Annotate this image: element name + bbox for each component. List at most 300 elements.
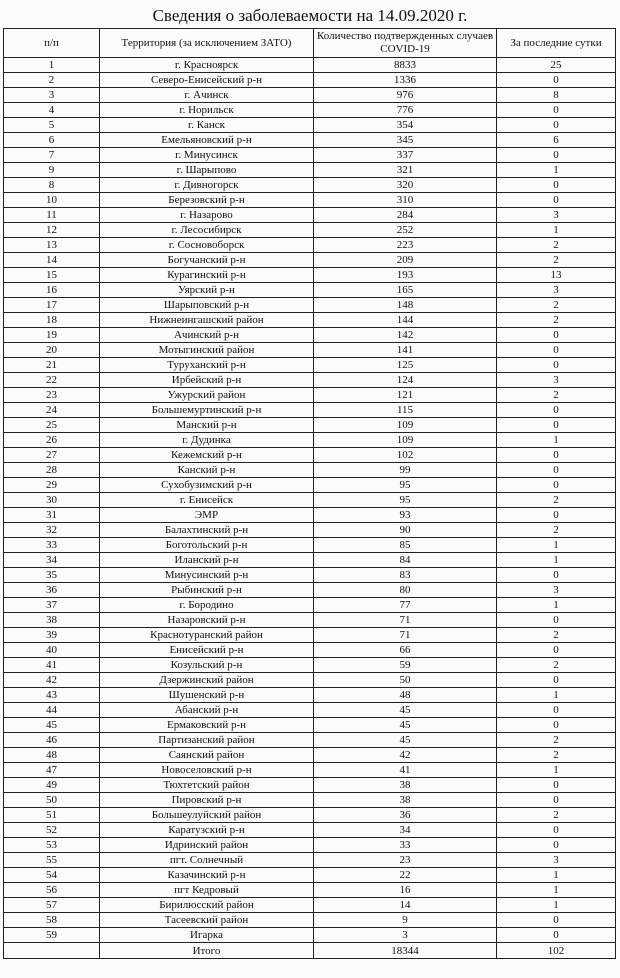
confirmed-cases: 95 bbox=[314, 478, 497, 493]
table-row bbox=[4, 898, 616, 913]
page-title: Сведения о заболеваемости на 14.09.2020 г. bbox=[152, 6, 468, 25]
last-day-cases: 1 bbox=[497, 688, 616, 703]
last-day-cases: 2 bbox=[497, 658, 616, 673]
total-label: Итого bbox=[100, 943, 314, 959]
confirmed-cases: 193 bbox=[314, 268, 497, 283]
row-number: 37 bbox=[4, 598, 100, 613]
territory-name: Тюхтетский район bbox=[100, 778, 314, 793]
header-number: п/п bbox=[4, 29, 100, 58]
confirmed-cases: 284 bbox=[314, 208, 497, 223]
table-row bbox=[4, 118, 616, 133]
table-row bbox=[4, 553, 616, 568]
last-day-cases: 2 bbox=[497, 388, 616, 403]
table-row bbox=[4, 208, 616, 223]
table-row bbox=[4, 778, 616, 793]
territory-name: пгт Кедровый bbox=[100, 883, 314, 898]
row-number: 3 bbox=[4, 88, 100, 103]
territory-name: Березовский р-н bbox=[100, 193, 314, 208]
row-number: 21 bbox=[4, 358, 100, 373]
row-number: 45 bbox=[4, 718, 100, 733]
row-number: 10 bbox=[4, 193, 100, 208]
table-row bbox=[4, 433, 616, 448]
territory-name: Ермаковский р-н bbox=[100, 718, 314, 733]
confirmed-cases: 310 bbox=[314, 193, 497, 208]
row-number: 41 bbox=[4, 658, 100, 673]
table-row bbox=[4, 688, 616, 703]
row-number: 29 bbox=[4, 478, 100, 493]
row-number: 16 bbox=[4, 283, 100, 298]
confirmed-cases: 99 bbox=[314, 463, 497, 478]
confirmed-cases: 3 bbox=[314, 928, 497, 943]
confirmed-cases: 45 bbox=[314, 718, 497, 733]
confirmed-cases: 66 bbox=[314, 643, 497, 658]
total-cases: 18344 bbox=[314, 943, 497, 959]
confirmed-cases: 141 bbox=[314, 343, 497, 358]
row-number: 34 bbox=[4, 553, 100, 568]
row-number: 12 bbox=[4, 223, 100, 238]
territory-name: Балахтинский р-н bbox=[100, 523, 314, 538]
last-day-cases: 3 bbox=[497, 283, 616, 298]
territory-name: Дзержинский район bbox=[100, 673, 314, 688]
territory-name: г. Сосновоборск bbox=[100, 238, 314, 253]
confirmed-cases: 165 bbox=[314, 283, 497, 298]
territory-name: Ужурский район bbox=[100, 388, 314, 403]
row-number: 5 bbox=[4, 118, 100, 133]
confirmed-cases: 16 bbox=[314, 883, 497, 898]
territory-name: Северо-Енисейский р-н bbox=[100, 73, 314, 88]
row-number: 53 bbox=[4, 838, 100, 853]
table-body bbox=[4, 58, 616, 943]
row-number: 20 bbox=[4, 343, 100, 358]
table-row bbox=[4, 178, 616, 193]
table-row bbox=[4, 568, 616, 583]
territory-name: Мотыгинский район bbox=[100, 343, 314, 358]
last-day-cases: 3 bbox=[497, 583, 616, 598]
row-number: 36 bbox=[4, 583, 100, 598]
table-row bbox=[4, 148, 616, 163]
table-row bbox=[4, 883, 616, 898]
territory-name: г. Бородино bbox=[100, 598, 314, 613]
table-row bbox=[4, 223, 616, 238]
last-day-cases: 1 bbox=[497, 163, 616, 178]
confirmed-cases: 36 bbox=[314, 808, 497, 823]
table-row bbox=[4, 298, 616, 313]
confirmed-cases: 776 bbox=[314, 103, 497, 118]
confirmed-cases: 34 bbox=[314, 823, 497, 838]
confirmed-cases: 41 bbox=[314, 763, 497, 778]
total-last-day: 102 bbox=[497, 943, 616, 959]
confirmed-cases: 354 bbox=[314, 118, 497, 133]
table-row bbox=[4, 103, 616, 118]
table-row bbox=[4, 448, 616, 463]
last-day-cases: 0 bbox=[497, 418, 616, 433]
last-day-cases: 8 bbox=[497, 88, 616, 103]
last-day-cases: 2 bbox=[497, 253, 616, 268]
territory-name: Большеулуйский район bbox=[100, 808, 314, 823]
row-number: 54 bbox=[4, 868, 100, 883]
last-day-cases: 0 bbox=[497, 928, 616, 943]
row-number: 42 bbox=[4, 673, 100, 688]
confirmed-cases: 23 bbox=[314, 853, 497, 868]
confirmed-cases: 1336 bbox=[314, 73, 497, 88]
last-day-cases: 0 bbox=[497, 823, 616, 838]
table-row bbox=[4, 268, 616, 283]
last-day-cases: 0 bbox=[497, 568, 616, 583]
territory-name: Уярский р-н bbox=[100, 283, 314, 298]
table-row bbox=[4, 313, 616, 328]
confirmed-cases: 93 bbox=[314, 508, 497, 523]
table-row bbox=[4, 328, 616, 343]
row-number: 33 bbox=[4, 538, 100, 553]
territory-name: г. Дудинка bbox=[100, 433, 314, 448]
last-day-cases: 0 bbox=[497, 448, 616, 463]
last-day-cases: 0 bbox=[497, 838, 616, 853]
confirmed-cases: 8833 bbox=[314, 58, 497, 73]
table-row bbox=[4, 478, 616, 493]
table-row bbox=[4, 718, 616, 733]
row-number: 7 bbox=[4, 148, 100, 163]
table-row bbox=[4, 523, 616, 538]
table-row bbox=[4, 403, 616, 418]
confirmed-cases: 38 bbox=[314, 793, 497, 808]
territory-name: Шарыповский р-н bbox=[100, 298, 314, 313]
confirmed-cases: 45 bbox=[314, 733, 497, 748]
table-row bbox=[4, 163, 616, 178]
last-day-cases: 0 bbox=[497, 103, 616, 118]
header-territory: Территория (за исключением ЗАТО) bbox=[100, 29, 314, 58]
last-day-cases: 25 bbox=[497, 58, 616, 73]
confirmed-cases: 59 bbox=[314, 658, 497, 673]
confirmed-cases: 345 bbox=[314, 133, 497, 148]
last-day-cases: 3 bbox=[497, 373, 616, 388]
confirmed-cases: 321 bbox=[314, 163, 497, 178]
territory-name: Ачинский р-н bbox=[100, 328, 314, 343]
table-row bbox=[4, 808, 616, 823]
table-row bbox=[4, 613, 616, 628]
table-row bbox=[4, 358, 616, 373]
row-number: 38 bbox=[4, 613, 100, 628]
confirmed-cases: 124 bbox=[314, 373, 497, 388]
territory-name: Козульский р-н bbox=[100, 658, 314, 673]
last-day-cases: 1 bbox=[497, 553, 616, 568]
territory-name: Боготольский р-н bbox=[100, 538, 314, 553]
row-number: 47 bbox=[4, 763, 100, 778]
table-row bbox=[4, 598, 616, 613]
last-day-cases: 0 bbox=[497, 718, 616, 733]
row-number: 19 bbox=[4, 328, 100, 343]
territory-name: Пировский р-н bbox=[100, 793, 314, 808]
last-day-cases: 2 bbox=[497, 493, 616, 508]
table-row bbox=[4, 253, 616, 268]
territory-name: г. Ачинск bbox=[100, 88, 314, 103]
table-row bbox=[4, 373, 616, 388]
row-number: 27 bbox=[4, 448, 100, 463]
confirmed-cases: 85 bbox=[314, 538, 497, 553]
table-row bbox=[4, 88, 616, 103]
row-number: 22 bbox=[4, 373, 100, 388]
last-day-cases: 1 bbox=[497, 598, 616, 613]
territory-name: Иланский р-н bbox=[100, 553, 314, 568]
confirmed-cases: 109 bbox=[314, 418, 497, 433]
table-row bbox=[4, 913, 616, 928]
territory-name: Туруханский р-н bbox=[100, 358, 314, 373]
territory-name: Новоселовский р-н bbox=[100, 763, 314, 778]
total-row bbox=[4, 943, 616, 959]
confirmed-cases: 80 bbox=[314, 583, 497, 598]
table-row bbox=[4, 58, 616, 73]
territory-name: Идринский район bbox=[100, 838, 314, 853]
last-day-cases: 0 bbox=[497, 403, 616, 418]
last-day-cases: 0 bbox=[497, 703, 616, 718]
covid-cases-table bbox=[3, 28, 616, 959]
row-number: 4 bbox=[4, 103, 100, 118]
territory-name: Саянский район bbox=[100, 748, 314, 763]
confirmed-cases: 45 bbox=[314, 703, 497, 718]
confirmed-cases: 144 bbox=[314, 313, 497, 328]
territory-name: Рыбинский р-н bbox=[100, 583, 314, 598]
last-day-cases: 0 bbox=[497, 358, 616, 373]
table-row bbox=[4, 703, 616, 718]
territory-name: г. Дивногорск bbox=[100, 178, 314, 193]
total-number-cell bbox=[4, 943, 100, 959]
row-number: 31 bbox=[4, 508, 100, 523]
confirmed-cases: 320 bbox=[314, 178, 497, 193]
last-day-cases: 1 bbox=[497, 763, 616, 778]
territory-name: Курагинский р-н bbox=[100, 268, 314, 283]
table-row bbox=[4, 238, 616, 253]
table-row bbox=[4, 538, 616, 553]
row-number: 46 bbox=[4, 733, 100, 748]
table-row bbox=[4, 823, 616, 838]
confirmed-cases: 48 bbox=[314, 688, 497, 703]
last-day-cases: 2 bbox=[497, 238, 616, 253]
confirmed-cases: 33 bbox=[314, 838, 497, 853]
last-day-cases: 2 bbox=[497, 733, 616, 748]
row-number: 14 bbox=[4, 253, 100, 268]
territory-name: г. Шарыпово bbox=[100, 163, 314, 178]
territory-name: Шушенский р-н bbox=[100, 688, 314, 703]
row-number: 59 bbox=[4, 928, 100, 943]
row-number: 30 bbox=[4, 493, 100, 508]
confirmed-cases: 148 bbox=[314, 298, 497, 313]
territory-name: Большемуртинский р-н bbox=[100, 403, 314, 418]
confirmed-cases: 9 bbox=[314, 913, 497, 928]
table-row bbox=[4, 193, 616, 208]
table-row bbox=[4, 133, 616, 148]
confirmed-cases: 125 bbox=[314, 358, 497, 373]
last-day-cases: 0 bbox=[497, 463, 616, 478]
last-day-cases: 2 bbox=[497, 808, 616, 823]
row-number: 26 bbox=[4, 433, 100, 448]
last-day-cases: 0 bbox=[497, 508, 616, 523]
territory-name: Партизанский район bbox=[100, 733, 314, 748]
territory-name: Нижнеингашский район bbox=[100, 313, 314, 328]
territory-name: Богучанский р-н bbox=[100, 253, 314, 268]
last-day-cases: 1 bbox=[497, 898, 616, 913]
row-number: 48 bbox=[4, 748, 100, 763]
row-number: 11 bbox=[4, 208, 100, 223]
table-row bbox=[4, 343, 616, 358]
row-number: 8 bbox=[4, 178, 100, 193]
table-row bbox=[4, 763, 616, 778]
last-day-cases: 0 bbox=[497, 613, 616, 628]
territory-name: г. Красноярск bbox=[100, 58, 314, 73]
row-number: 1 bbox=[4, 58, 100, 73]
confirmed-cases: 109 bbox=[314, 433, 497, 448]
table-row bbox=[4, 658, 616, 673]
territory-name: ЭМР bbox=[100, 508, 314, 523]
row-number: 15 bbox=[4, 268, 100, 283]
row-number: 57 bbox=[4, 898, 100, 913]
table-row bbox=[4, 628, 616, 643]
confirmed-cases: 42 bbox=[314, 748, 497, 763]
confirmed-cases: 84 bbox=[314, 553, 497, 568]
confirmed-cases: 83 bbox=[314, 568, 497, 583]
table-row bbox=[4, 643, 616, 658]
table-row bbox=[4, 583, 616, 598]
row-number: 25 bbox=[4, 418, 100, 433]
last-day-cases: 1 bbox=[497, 868, 616, 883]
confirmed-cases: 115 bbox=[314, 403, 497, 418]
table-row bbox=[4, 73, 616, 88]
table-row bbox=[4, 463, 616, 478]
territory-name: Тасеевский район bbox=[100, 913, 314, 928]
last-day-cases: 0 bbox=[497, 643, 616, 658]
confirmed-cases: 121 bbox=[314, 388, 497, 403]
territory-name: Каратузский р-н bbox=[100, 823, 314, 838]
table-row bbox=[4, 838, 616, 853]
row-number: 18 bbox=[4, 313, 100, 328]
last-day-cases: 0 bbox=[497, 673, 616, 688]
territory-name: Кежемский р-н bbox=[100, 448, 314, 463]
last-day-cases: 0 bbox=[497, 343, 616, 358]
confirmed-cases: 102 bbox=[314, 448, 497, 463]
territory-name: Манский р-н bbox=[100, 418, 314, 433]
last-day-cases: 0 bbox=[497, 478, 616, 493]
territory-name: г. Назарово bbox=[100, 208, 314, 223]
confirmed-cases: 77 bbox=[314, 598, 497, 613]
last-day-cases: 0 bbox=[497, 178, 616, 193]
last-day-cases: 0 bbox=[497, 118, 616, 133]
last-day-cases: 3 bbox=[497, 208, 616, 223]
table-row bbox=[4, 928, 616, 943]
territory-name: г. Минусинск bbox=[100, 148, 314, 163]
table-row bbox=[4, 388, 616, 403]
table-row bbox=[4, 868, 616, 883]
territory-name: Сухобузимский р-н bbox=[100, 478, 314, 493]
table-row bbox=[4, 673, 616, 688]
confirmed-cases: 95 bbox=[314, 493, 497, 508]
confirmed-cases: 22 bbox=[314, 868, 497, 883]
last-day-cases: 13 bbox=[497, 268, 616, 283]
table-row bbox=[4, 283, 616, 298]
row-number: 43 bbox=[4, 688, 100, 703]
last-day-cases: 1 bbox=[497, 538, 616, 553]
last-day-cases: 2 bbox=[497, 523, 616, 538]
row-number: 23 bbox=[4, 388, 100, 403]
table-row bbox=[4, 733, 616, 748]
confirmed-cases: 223 bbox=[314, 238, 497, 253]
row-number: 49 bbox=[4, 778, 100, 793]
confirmed-cases: 252 bbox=[314, 223, 497, 238]
last-day-cases: 1 bbox=[497, 433, 616, 448]
table-row bbox=[4, 853, 616, 868]
row-number: 50 bbox=[4, 793, 100, 808]
table-row bbox=[4, 748, 616, 763]
table-row bbox=[4, 793, 616, 808]
row-number: 2 bbox=[4, 73, 100, 88]
row-number: 55 bbox=[4, 853, 100, 868]
last-day-cases: 6 bbox=[497, 133, 616, 148]
header-confirmed-cases: Количество подтвержденных случаев COVID-19 bbox=[314, 29, 497, 58]
territory-name: г. Канск bbox=[100, 118, 314, 133]
row-number: 28 bbox=[4, 463, 100, 478]
table-row bbox=[4, 508, 616, 523]
row-number: 58 bbox=[4, 913, 100, 928]
territory-name: Ирбейский р-н bbox=[100, 373, 314, 388]
last-day-cases: 1 bbox=[497, 223, 616, 238]
last-day-cases: 1 bbox=[497, 883, 616, 898]
confirmed-cases: 976 bbox=[314, 88, 497, 103]
row-number: 35 bbox=[4, 568, 100, 583]
last-day-cases: 2 bbox=[497, 313, 616, 328]
territory-name: Енисейский р-н bbox=[100, 643, 314, 658]
confirmed-cases: 14 bbox=[314, 898, 497, 913]
table-row bbox=[4, 493, 616, 508]
territory-name: г. Норильск bbox=[100, 103, 314, 118]
table-row bbox=[4, 418, 616, 433]
last-day-cases: 0 bbox=[497, 193, 616, 208]
confirmed-cases: 337 bbox=[314, 148, 497, 163]
row-number: 6 bbox=[4, 133, 100, 148]
last-day-cases: 3 bbox=[497, 853, 616, 868]
territory-name: пгт. Солнечный bbox=[100, 853, 314, 868]
territory-name: Абанский р-н bbox=[100, 703, 314, 718]
territory-name: Емельяновский р-н bbox=[100, 133, 314, 148]
header-last-day: За последние сутки bbox=[497, 29, 616, 58]
confirmed-cases: 142 bbox=[314, 328, 497, 343]
confirmed-cases: 90 bbox=[314, 523, 497, 538]
last-day-cases: 0 bbox=[497, 778, 616, 793]
row-number: 13 bbox=[4, 238, 100, 253]
confirmed-cases: 209 bbox=[314, 253, 497, 268]
confirmed-cases: 38 bbox=[314, 778, 497, 793]
territory-name: Краснотуранский район bbox=[100, 628, 314, 643]
territory-name: Минусинский р-н bbox=[100, 568, 314, 583]
row-number: 24 bbox=[4, 403, 100, 418]
row-number: 44 bbox=[4, 703, 100, 718]
last-day-cases: 2 bbox=[497, 628, 616, 643]
last-day-cases: 0 bbox=[497, 148, 616, 163]
table-header-row bbox=[4, 29, 616, 58]
row-number: 40 bbox=[4, 643, 100, 658]
row-number: 52 bbox=[4, 823, 100, 838]
last-day-cases: 0 bbox=[497, 793, 616, 808]
row-number: 39 bbox=[4, 628, 100, 643]
territory-name: Канский р-н bbox=[100, 463, 314, 478]
last-day-cases: 0 bbox=[497, 328, 616, 343]
confirmed-cases: 71 bbox=[314, 613, 497, 628]
row-number: 17 bbox=[4, 298, 100, 313]
last-day-cases: 0 bbox=[497, 913, 616, 928]
last-day-cases: 2 bbox=[497, 748, 616, 763]
row-number: 56 bbox=[4, 883, 100, 898]
last-day-cases: 0 bbox=[497, 73, 616, 88]
territory-name: Казачинский р-н bbox=[100, 868, 314, 883]
last-day-cases: 2 bbox=[497, 298, 616, 313]
confirmed-cases: 71 bbox=[314, 628, 497, 643]
territory-name: г. Лесосибирск bbox=[100, 223, 314, 238]
